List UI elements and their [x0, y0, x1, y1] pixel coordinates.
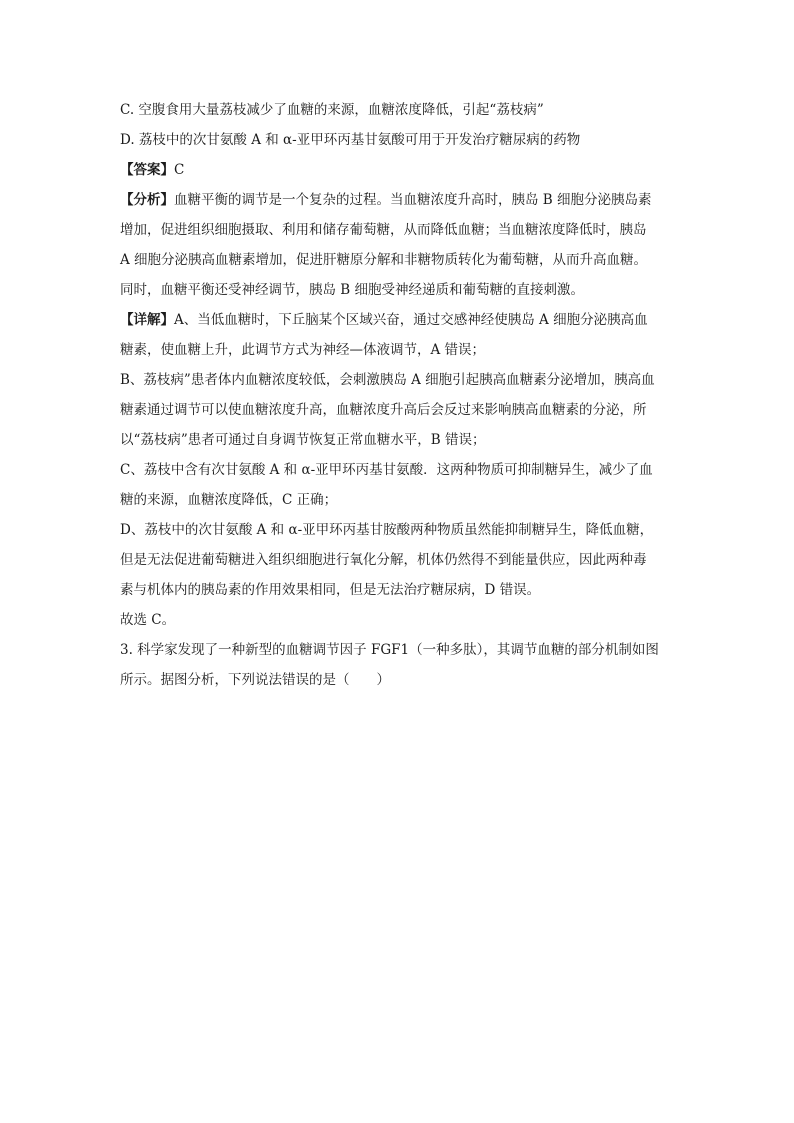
detail-line-1: 【详解】A、当低血糖时，下丘脑某个区域兴奋，通过交感神经使胰岛 A 细胞分泌胰高血	[120, 312, 648, 328]
document-body	[120, 100, 680, 700]
analysis-line-2: 增加，促进组织细胞摄取、利用和储存葡萄糖，从而降低血糖；当血糖浓度降低时，胰岛	[120, 222, 647, 238]
choice-line: 故选 C。	[120, 612, 176, 628]
detail-line-2: 糖素，使血糖上升，此调节方式为神经—体液调节，A 错误；	[120, 342, 486, 358]
question-3-line-1: 3. 科学家发现了一种新型的血糖调节因子 FGF1（一种多肽），其调节血糖的部分机制如图	[120, 642, 659, 658]
analysis-tag: 【分析】	[120, 192, 174, 208]
analysis-line-1: 【分析】血糖平衡的调节是一个复杂的过程。当血糖浓度升高时，胰岛 B 细胞分泌胰岛素	[120, 192, 652, 208]
detail-line-3: B、荔枝病”患者体内血糖浓度较低，会刺激胰岛 A 细胞引起胰高血糖素分泌增加，胰高血	[120, 372, 655, 388]
detail-line-9: 但是无法促进葡萄糖进入组织细胞进行氧化分解，机体仍然得不到能量供应，因此两种毒	[120, 552, 647, 568]
detail-line-4: 糖素通过调节可以使血糖浓度升高，血糖浓度升高后会反过来影响胰高血糖素的分泌，所	[120, 402, 647, 418]
analysis-line-3: A 细胞分泌胰高血糖素增加，促进肝糖原分解和非糖物质转化为葡萄糖，从而升高血糖。	[120, 252, 648, 268]
answer-tag: 【答案】	[120, 162, 174, 178]
answer-line	[120, 160, 680, 181]
option-d: D. 荔枝中的次甘氨酸 A 和 α-亚甲环丙基甘氨酸可用于开发治疗糖尿病的药物	[120, 132, 581, 148]
detail-tag: 【详解】	[120, 312, 174, 328]
detail-line-5: 以“荔枝病”患者可通过自身调节恢复正常血糖水平，B 错误；	[120, 432, 486, 448]
detail-line-10: 素与机体内的胰岛素的作用效果相同，但是无法治疗糖尿病，D 错误。	[120, 582, 541, 598]
question-3-line-2: 所示。据图分析，下列说法错误的是（ ）	[120, 672, 390, 688]
detail-line-7: 糖的来源，血糖浓度降低，C 正确；	[120, 492, 338, 508]
answer-value: C	[174, 162, 185, 178]
detail-line-6: C、荔枝中含有次甘氨酸 A 和 α-亚甲环丙基甘氨酸．这两种物质可抑制糖异生，减少了血	[120, 462, 653, 478]
detail-line-8: D、荔枝中的次甘氨酸 A 和 α-亚甲环丙基甘胺酸两种物质虽然能抑制糖异生，降低血糖，	[120, 522, 654, 538]
option-c: C. 空腹食用大量荔枝减少了血糖的来源，血糖浓度降低，引起“荔枝病”	[120, 102, 544, 118]
analysis-line-4: 同时，血糖平衡还受神经调节，胰岛 B 细胞受神经递质和葡萄糖的直接刺激。	[120, 282, 585, 298]
